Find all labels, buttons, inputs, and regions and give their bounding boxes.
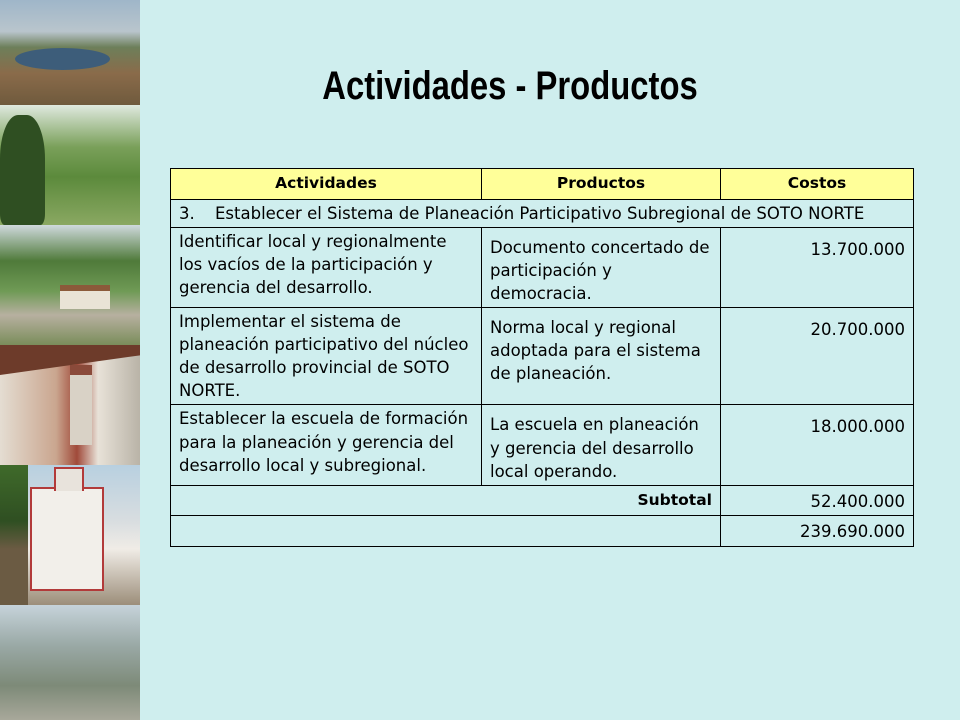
table-header-row [171, 169, 914, 200]
subtotal-row [171, 485, 914, 515]
green-valley-photo [0, 105, 140, 225]
producto-cell: Norma local y regional adoptada para el sistema de planeación. [482, 308, 721, 405]
header-productos: Productos [482, 169, 721, 200]
costo-cell: 13.700.000 [721, 227, 914, 307]
page-title: Actividades - Productos [322, 64, 698, 108]
section-number: 3. [179, 203, 195, 223]
producto-cell: La escuela en planeación y gerencia del desarrollo local operando. [482, 405, 721, 485]
total-row [171, 515, 914, 546]
section-row [171, 199, 914, 227]
total-value: 239.690.000 [721, 515, 914, 546]
town-valley-photo [0, 225, 140, 345]
subtotal-value: 52.400.000 [721, 485, 914, 515]
photo-strip [0, 0, 140, 720]
section-text: Establecer el Sistema de Planeación Participativo Subregional de SOTO NORTE [215, 203, 865, 223]
colonial-street-photo [0, 345, 140, 465]
costo-cell: 18.000.000 [721, 405, 914, 485]
header-costos: Costos [721, 169, 914, 200]
section-cell [171, 199, 914, 227]
total-empty-cell [171, 515, 721, 546]
landscape-lake-photo [0, 0, 140, 105]
costo-cell: 20.700.000 [721, 308, 914, 405]
header-actividades: Actividades [171, 169, 482, 200]
table-row [171, 405, 914, 485]
actividad-cell: Establecer la escuela de formación para la planeación y gerencia del desarrollo local y subregional. [171, 405, 482, 485]
table-row [171, 308, 914, 405]
mountains-photo [0, 605, 140, 720]
producto-cell: Documento concertado de participación y democracia. [482, 227, 721, 307]
subtotal-label: Subtotal [171, 485, 721, 515]
actividad-cell: Implementar el sistema de planeación participativo del núcleo de desarrollo provincial de SOTO NORTE. [171, 308, 482, 405]
church-photo [0, 465, 140, 605]
table-row [171, 227, 914, 307]
actividad-cell: Identificar local y regionalmente los vacíos de la participación y gerencia del desarrollo. [171, 227, 482, 307]
activities-table [170, 168, 914, 547]
